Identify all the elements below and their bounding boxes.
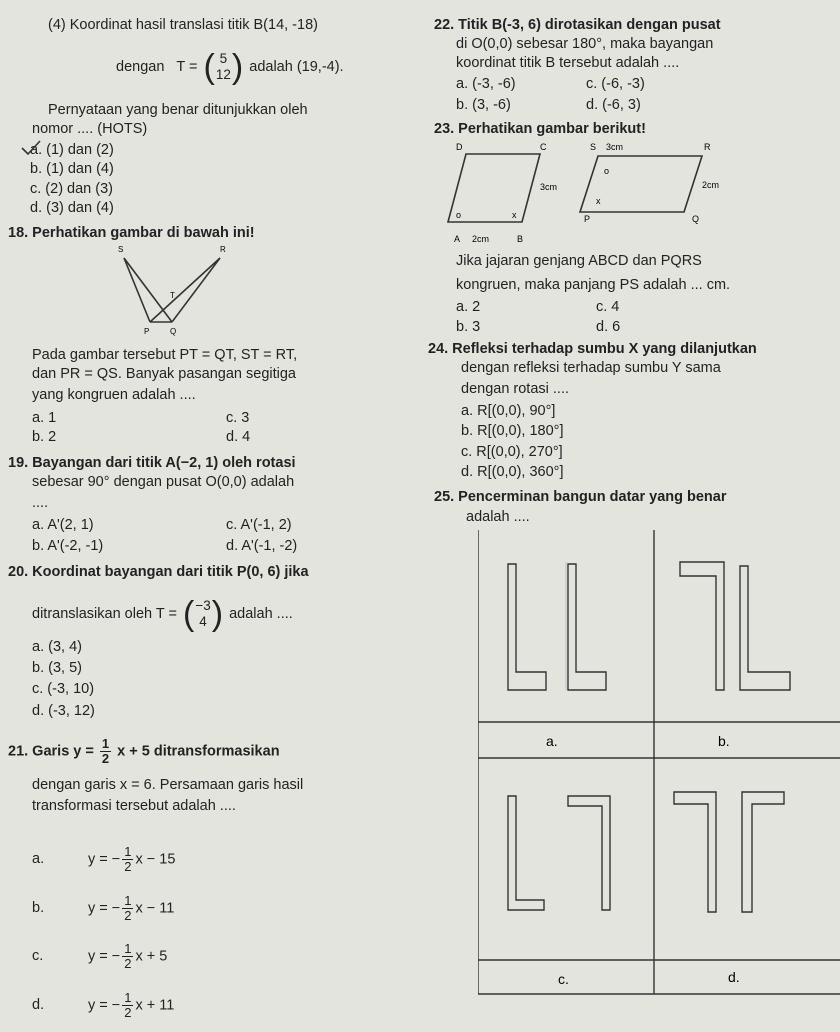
q18-option-b[interactable]: b. 2: [32, 429, 57, 445]
q22-line2: di O(0,0) sebesar 180°, maka bayangan: [456, 36, 714, 52]
q23-mark-o-pqrs: o: [604, 166, 610, 176]
q20-vector-top: −3: [195, 598, 211, 613]
q19-option-d[interactable]: d. A'(-1, -2): [226, 538, 298, 554]
q17-statement-4: (4) Koordinat hasil translasi titik B(14, -18): [48, 17, 318, 33]
q21-option-b-num: 1: [124, 893, 132, 908]
q17-t-prefix: T =: [176, 58, 198, 75]
q23-label-sr: 3cm: [606, 142, 624, 152]
q23-option-a[interactable]: a. 2: [456, 299, 481, 315]
q19-option-c[interactable]: c. A'(-1, 2): [226, 517, 292, 533]
q21-option-b-label: b.: [32, 900, 45, 917]
q17-dengan: [116, 50, 344, 84]
q21-option-a-num: 1: [124, 844, 132, 859]
q25-label-c: c.: [558, 971, 569, 987]
q25-shape-c-right: [568, 796, 610, 910]
q21-option-c[interactable]: [32, 942, 167, 971]
q20-option-d[interactable]: d. (-3, 12): [32, 703, 95, 719]
q18-line-rq: [172, 258, 220, 322]
q22-option-a[interactable]: a. (-3, -6): [456, 76, 516, 92]
q19-line3: ....: [32, 495, 49, 511]
q21-line3: transformasi tersebut adalah ....: [32, 798, 236, 814]
q18-option-a[interactable]: a. 1: [32, 410, 57, 426]
q23-label-r: R: [704, 142, 711, 152]
q21-option-a-pre: y = −: [88, 851, 121, 868]
q21-option-a-den: 2: [124, 859, 132, 874]
q21-option-d-frac: [122, 991, 133, 1020]
q23-option-d[interactable]: d. 6: [596, 319, 621, 335]
q21-line1-suffix: x + 5 ditransformasikan: [117, 743, 280, 760]
q18-line-rp: [150, 258, 220, 322]
q18-label-t: T: [170, 291, 175, 300]
q21-option-d-label: d.: [32, 997, 45, 1014]
q25-line2: adalah ....: [466, 509, 530, 525]
q23-label-q: Q: [692, 214, 700, 224]
q21-line1-prefix: 21. Garis y =: [8, 743, 94, 760]
q21-option-d-den: 2: [124, 1005, 132, 1020]
q21-line1: [8, 737, 280, 766]
q25-shape-b-right: [740, 566, 790, 690]
q21-option-c-label: c.: [32, 948, 44, 965]
q22-option-d[interactable]: d. (-6, 3): [586, 97, 641, 113]
q21-option-c-post: x + 5: [135, 948, 168, 965]
q20-line2-prefix: ditranslasikan oleh T =: [32, 605, 177, 622]
q23-parallelogram-abcd: [448, 154, 540, 222]
q23-mark-x-pqrs: x: [596, 196, 601, 206]
q24-line1: 24. Refleksi terhadap sumbu X yang dilanjutkan: [428, 341, 757, 357]
q25-line1: 25. Pencerminan bangun datar yang benar: [434, 489, 727, 505]
q23-figure: [440, 138, 740, 250]
q24-option-a[interactable]: a. R[(0,0), 90°]: [461, 403, 556, 419]
q24-option-c[interactable]: c. R[(0,0), 270°]: [461, 444, 563, 460]
q17-vector-bottom: 12: [215, 67, 231, 82]
q18-body-line3: yang kongruen adalah ....: [32, 387, 196, 403]
q18-line-sp: [124, 258, 150, 322]
q21-option-b-post: x − 11: [135, 900, 175, 917]
q21-option-a-label: a.: [32, 851, 45, 868]
q23-label-ab: 2cm: [472, 234, 490, 244]
q25-shape-c-left: [508, 796, 544, 910]
q22-line3: koordinat titik B tersebut adalah ....: [456, 55, 680, 71]
q21-option-b-frac: [122, 894, 133, 923]
q25-label-b: b.: [718, 733, 730, 749]
q21-option-d-num: 1: [124, 990, 132, 1005]
q18-option-d[interactable]: d. 4: [226, 429, 251, 445]
q21-line2: dengan garis x = 6. Persamaan garis hasil: [32, 777, 304, 793]
q24-line2: dengan refleksi terhadap sumbu Y sama: [461, 360, 721, 376]
q18-label-p: P: [144, 327, 150, 336]
q25-mirror-table: [478, 530, 840, 1000]
q23-option-c[interactable]: c. 4: [596, 299, 620, 315]
q23-mark-o-abcd: o: [456, 210, 462, 220]
q23-label-c: C: [540, 142, 547, 152]
q22-line1: 22. Titik B(-3, 6) dirotasikan dengan pusat: [434, 17, 721, 33]
q21-option-d[interactable]: [32, 991, 174, 1020]
q17-translation-vector: ( 5 12 ): [203, 48, 244, 86]
q21-option-c-num: 1: [124, 941, 132, 956]
q21-option-b-pre: y = −: [88, 900, 121, 917]
q20-option-a[interactable]: a. (3, 4): [32, 639, 82, 655]
q23-body-line2: kongruen, maka panjang PS adalah ... cm.: [456, 277, 731, 293]
q18-line-sq: [124, 258, 172, 322]
q23-label-d: D: [456, 142, 463, 152]
q17-t-suffix: adalah (19,-4).: [249, 58, 344, 75]
q18-title: 18. Perhatikan gambar di bawah ini!: [8, 225, 255, 241]
q21-option-a-post: x − 15: [135, 851, 176, 868]
q25-shape-a-right: [568, 564, 606, 690]
q19-option-b[interactable]: b. A'(-2, -1): [32, 538, 104, 554]
q19-line2: sebesar 90° dengan pusat O(0,0) adalah: [32, 474, 295, 490]
q21-frac-den: 2: [101, 751, 110, 766]
q23-label-b: B: [517, 234, 524, 244]
q21-option-a-frac: [122, 845, 133, 874]
q18-figure: [100, 238, 250, 348]
q24-line3: dengan rotasi ....: [461, 381, 570, 397]
q18-body-line1: Pada gambar tersebut PT = QT, ST = RT,: [32, 347, 298, 363]
q21-option-c-pre: y = −: [88, 948, 121, 965]
q25-label-d: d.: [728, 969, 740, 985]
q20-option-c[interactable]: c. (-3, 10): [32, 681, 95, 697]
q17-option-a[interactable]: a. (1) dan (2): [30, 142, 114, 158]
q21-option-c-den: 2: [124, 956, 132, 971]
q19-option-a[interactable]: a. A'(2, 1): [32, 517, 94, 533]
q25-label-a: a.: [546, 733, 558, 749]
q23-label-a: A: [454, 234, 461, 244]
q23-label-rq: 2cm: [702, 180, 720, 190]
q17-vector-top: 5: [219, 51, 228, 66]
q20-line1: 20. Koordinat bayangan dari titik P(0, 6) jika: [8, 564, 309, 580]
q18-label-q: Q: [170, 327, 177, 336]
q19-line1: 19. Bayangan dari titik A(−2, 1) oleh rotasi: [8, 455, 296, 471]
q18-body-line2: dan PR = QS. Banyak pasangan segitiga: [32, 366, 296, 382]
q17-dengan-text: dengan: [116, 58, 165, 75]
q25-shape-b-left: [680, 562, 724, 690]
q18-label-s: S: [118, 245, 124, 254]
q23-label-p: P: [584, 214, 591, 224]
q23-label-bc: 3cm: [540, 182, 558, 192]
q23-label-s: S: [590, 142, 597, 152]
q21-option-c-frac: [122, 942, 133, 971]
q18-label-r: R: [220, 245, 226, 254]
q21-frac-num: 1: [101, 736, 110, 751]
q22-option-c[interactable]: c. (-6, -3): [586, 76, 645, 92]
q21-option-d-pre: y = −: [88, 997, 121, 1014]
q20-translation-vector: ( −3 4 ): [183, 595, 224, 633]
q20-vector-bottom: 4: [199, 614, 207, 629]
q17-option-b[interactable]: b. (1) dan (4): [30, 161, 114, 177]
q21-option-b[interactable]: [32, 894, 174, 923]
checkmark-icon: [20, 138, 42, 158]
q21-option-d-post: x + 11: [135, 997, 175, 1014]
q17-question-line2: nomor .... (HOTS): [32, 121, 148, 137]
q23-body-line1: Jika jajaran genjang ABCD dan PQRS: [456, 253, 702, 269]
q20-option-b[interactable]: b. (3, 5): [32, 660, 82, 676]
q20-line2-suffix: adalah ....: [229, 605, 293, 622]
q17-question-line1: Pernyataan yang benar ditunjukkan oleh: [48, 102, 308, 118]
q21-fraction: [100, 737, 111, 766]
q25-shape-a-left: [508, 564, 546, 690]
q24-option-b[interactable]: b. R[(0,0), 180°]: [461, 423, 564, 439]
q20-line2: [32, 597, 293, 631]
q21-option-b-den: 2: [124, 908, 132, 923]
q25-shape-d-left: [674, 792, 716, 912]
q21-option-a[interactable]: [32, 845, 175, 874]
q18-option-c[interactable]: c. 3: [226, 410, 250, 426]
q22-option-b[interactable]: b. (3, -6): [456, 97, 511, 113]
q25-shape-d-right: [742, 792, 784, 912]
q23-option-b[interactable]: b. 3: [456, 319, 481, 335]
q23-mark-x-abcd: x: [512, 210, 517, 220]
q24-option-d[interactable]: d. R[(0,0), 360°]: [461, 464, 564, 480]
q23-title: 23. Perhatikan gambar berikut!: [434, 121, 646, 137]
q17-option-d[interactable]: d. (3) dan (4): [30, 200, 114, 216]
q17-option-c[interactable]: c. (2) dan (3): [30, 181, 113, 197]
